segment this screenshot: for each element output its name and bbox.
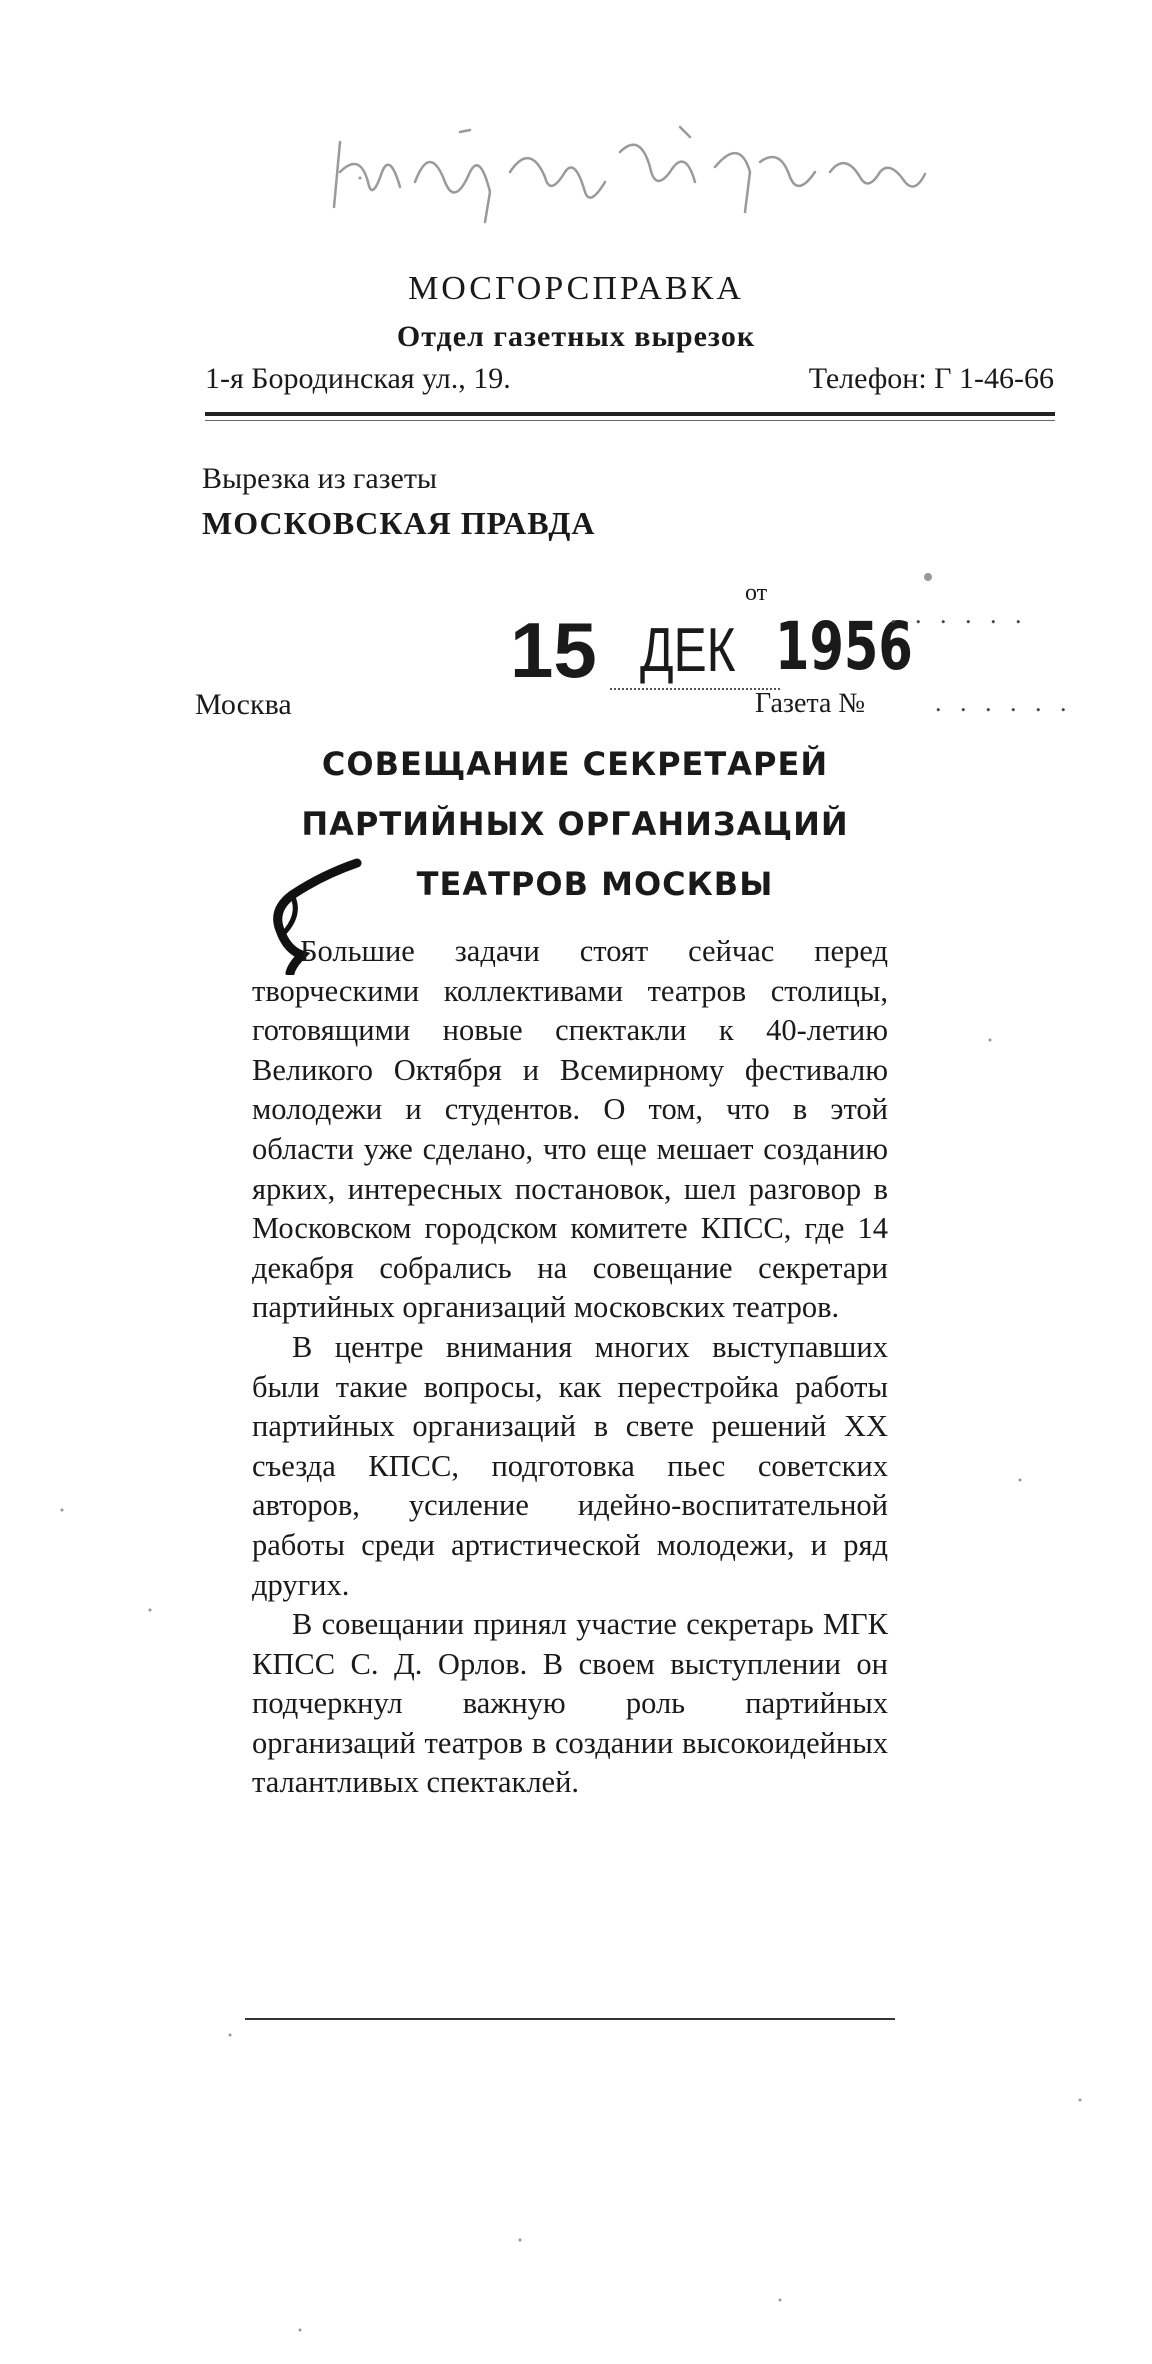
handwritten-signature <box>320 112 940 232</box>
article-body <box>252 932 888 1803</box>
newspaper-name: МОСКОВСКАЯ ПРАВДА <box>202 505 596 541</box>
article-paragraph-1: Большие задачи стоят сейчас перед творческими коллективами театров столицы, готовящими новые спектакли к 40-летию Великого Октября и Всемирному фестивалю молодежи и студентов. О том, что в этой области уже сделано, что еще мешает созданию ярких, интересных постановок, шел разговор в Московском городском комитете КПСС, где 14 декабря собрались на совещание секретари партийных организаций московских театров. <box>252 934 888 1325</box>
clipping-label: Вырезка из газеты <box>202 462 438 495</box>
org-title: МОСГОРСПРАВКА <box>408 270 744 307</box>
article-paragraph-2: В центре внимания многих выступавших были такие вопросы, как перестройка работы партийных организаций в свете решений XX съезда КПСС, подготовка пьес советских авторов, усиление идейно-воспитательной работы среди артистической молодежи, и ряд других. <box>252 1329 888 1602</box>
stamp-date-year: 1956 <box>775 608 913 685</box>
header-divider <box>205 412 1055 416</box>
header-divider-thin <box>205 420 1055 421</box>
city-name: Москва <box>195 688 292 721</box>
phone-number: Телефон: Г 1-46-66 <box>808 362 1054 395</box>
article-bottom-rule <box>245 2018 895 2020</box>
gazeta-fill-dots: . . . . . . <box>935 688 1073 717</box>
stamp-date-day: 15 <box>510 606 597 694</box>
department-name: Отдел газетных вырезок <box>396 320 756 353</box>
gazeta-number-label: Газета № <box>755 688 866 719</box>
date-prefix: от <box>745 580 768 606</box>
stamp-date-month: ДЕК <box>640 616 736 685</box>
date-fill-dots: . . . . . . <box>890 600 1028 629</box>
headline-line-2: ПАРТИЙНЫХ ОРГАНИЗАЦИЙ <box>301 805 849 843</box>
address: 1-я Бородинская ул., 19. <box>205 362 511 395</box>
article-paragraph-3: В совещании принял участие секретарь МГК КПСС С. Д. Орлов. В своем выступлении он подчеркнул важную роль партийных организаций театров в создании высокоидейных талантливых спектаклей. <box>252 1607 888 1800</box>
headline-line-3: ТЕАТРОВ МОСКВЫ <box>416 865 774 903</box>
headline-line-1: СОВЕЩАНИЕ СЕКРЕТАРЕЙ <box>321 745 829 783</box>
